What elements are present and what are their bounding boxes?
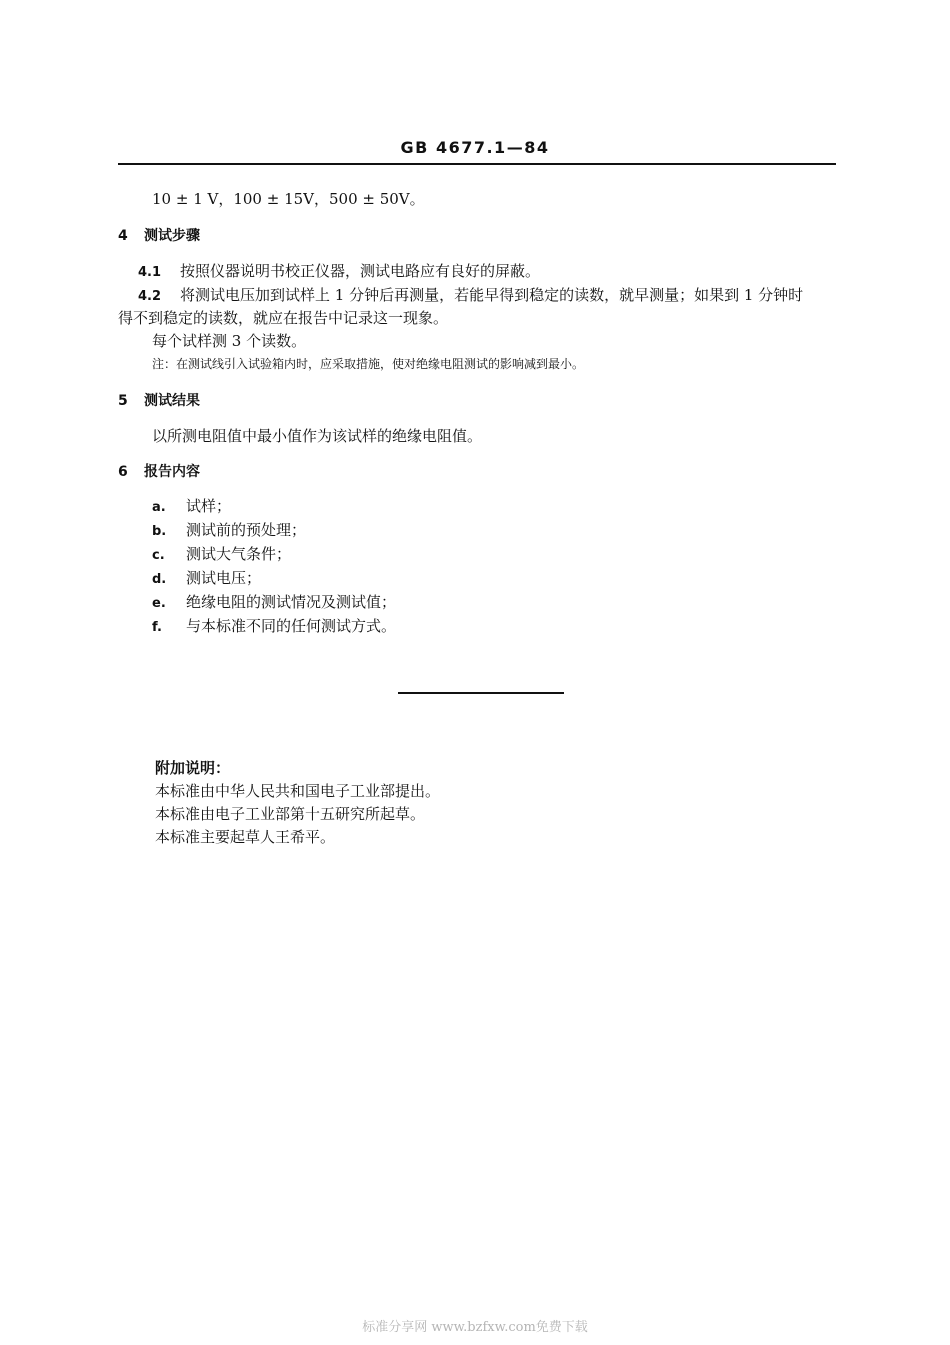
section-6-number: 6 <box>118 464 128 480</box>
report-item-e-letter: e. <box>152 596 166 611</box>
appendix-line-3: 本标准主要起草人王希平。 <box>155 828 336 846</box>
appendix-line-1: 本标准由中华人民共和国电子工业部提出。 <box>155 782 441 800</box>
section-6-heading <box>118 461 200 481</box>
report-item-a <box>152 495 231 516</box>
report-item-f <box>152 615 396 636</box>
section-4-title: 测试步骤 <box>144 228 200 244</box>
voltage-values-line: 10 ± 1 V，100 ± 15V，500 ± 50V。 <box>152 190 425 208</box>
section-4-heading <box>118 225 200 245</box>
header-rule <box>118 163 836 165</box>
appendix-title: 附加说明： <box>155 759 231 777</box>
section-5-heading <box>118 390 200 410</box>
clause-4-2-text-line2: 得不到稳定的读数，就应在报告中记录这一现象。 <box>118 309 449 327</box>
report-item-d <box>152 567 261 588</box>
clause-4-1-number: 4.1 <box>138 265 162 280</box>
clause-4-2 <box>138 284 803 305</box>
report-item-e-text: 绝缘电阻的测试情况及测试值； <box>186 593 397 611</box>
report-item-f-text: 与本标准不同的任何测试方式。 <box>186 617 397 635</box>
section-4-note: 注：在测试线引入试验箱内时，应采取措施，使对绝缘电阻测试的影响减到最小。 <box>152 357 585 371</box>
clause-4-2-text-line1: 将测试电压加到试样上 1 分钟后再测量，若能早得到稳定的读数，就早测量；如果到 1 分钟时 <box>180 286 804 304</box>
end-rule <box>398 692 564 694</box>
report-item-b <box>152 519 306 540</box>
clause-4-1 <box>138 260 540 281</box>
report-item-c <box>152 543 291 564</box>
clause-4-1-text: 按照仪器说明书校正仪器，测试电路应有良好的屏蔽。 <box>180 262 541 280</box>
section-5-text: 以所测电阻值中最小值作为该试样的绝缘电阻值。 <box>152 427 483 445</box>
clause-4-2-text-line3: 每个试样测 3 个读数。 <box>152 332 307 350</box>
section-4-number: 4 <box>118 228 128 244</box>
appendix-line-2: 本标准由电子工业部第十五研究所起草。 <box>155 805 426 823</box>
section-5-title: 测试结果 <box>144 393 200 409</box>
report-item-b-text: 测试前的预处理； <box>186 521 307 539</box>
report-item-f-letter: f. <box>152 620 162 635</box>
report-item-a-text: 试样； <box>186 497 232 515</box>
watermark-text: 标准分享网 www.bzfxw.com免费下载 <box>362 1320 588 1335</box>
standard-code: GB 4677.1—84 <box>400 138 550 157</box>
report-item-c-text: 测试大气条件； <box>186 545 292 563</box>
section-6-title: 报告内容 <box>144 464 200 480</box>
section-5-number: 5 <box>118 393 128 409</box>
report-item-d-letter: d. <box>152 572 167 587</box>
report-item-a-letter: a. <box>152 500 166 515</box>
report-item-d-text: 测试电压； <box>186 569 262 587</box>
clause-4-2-number: 4.2 <box>138 289 162 304</box>
report-item-b-letter: b. <box>152 524 167 539</box>
report-item-e <box>152 591 396 612</box>
report-item-c-letter: c. <box>152 548 165 563</box>
